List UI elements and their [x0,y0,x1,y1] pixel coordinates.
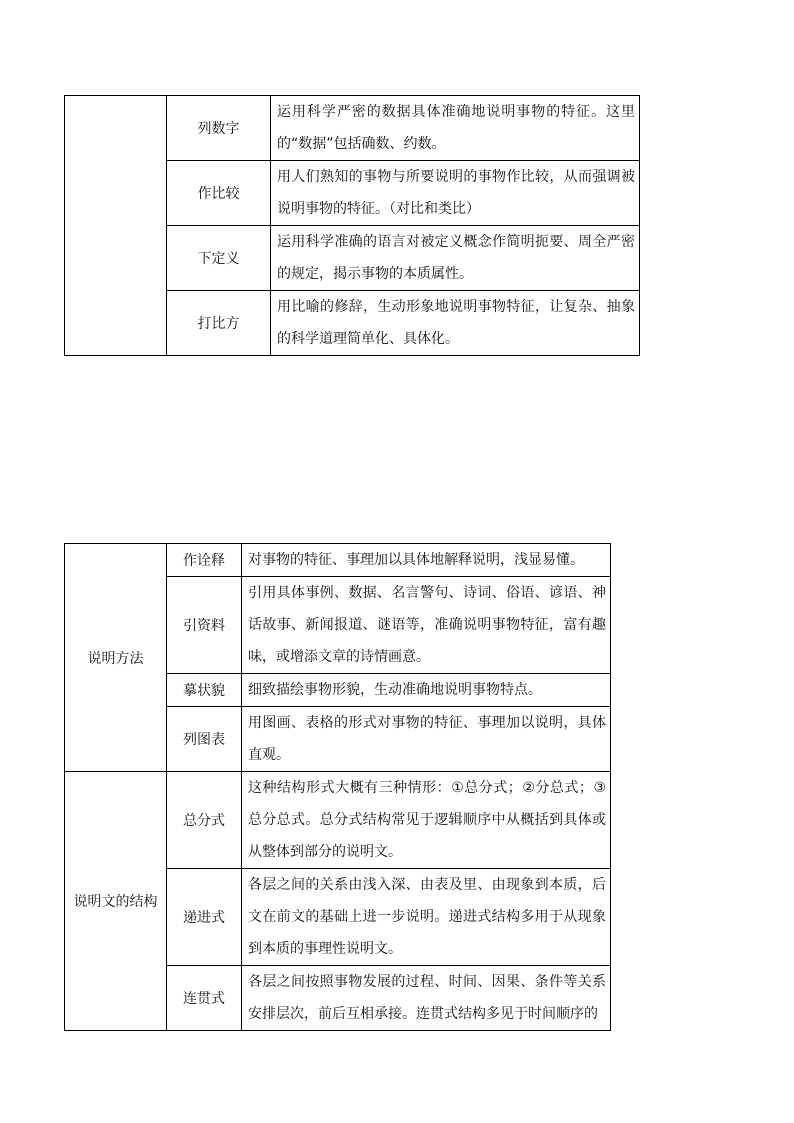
term-cell: 作比较 [167,161,271,226]
term-cell: 引资料 [167,577,242,674]
description-cell: 运用科学严密的数据具体准确地说明事物的特征。这里的“数据”包括确数、约数。 [271,96,640,161]
description-cell: 引用具体事例、数据、名言警句、诗词、俗语、谚语、神话故事、新闻报道、谜语等，准确说明事物特征，富有趣味，或增添文章的诗情画意。 [242,577,611,674]
table-row [65,96,640,161]
description-cell: 细致描绘事物形貌，生动准确地说明事物特点。 [242,674,611,707]
table-row [65,772,611,869]
methods-table-continued [64,95,640,356]
term-cell: 作诠释 [167,544,242,577]
term-cell: 下定义 [167,226,271,291]
description-cell: 运用科学准确的语言对被定义概念作简明扼要、周全严密的规定，揭示事物的本质属性。 [271,226,640,291]
term-cell: 列图表 [167,707,242,772]
methods-structure-table [64,543,611,1031]
table-row [65,544,611,577]
description-cell: 用图画、表格的形式对事物的特征、事理加以说明，具体直观。 [242,707,611,772]
description-cell: 对事物的特征、事理加以具体地解释说明，浅显易懂。 [242,544,611,577]
description-cell: 用人们熟知的事物与所要说明的事物作比较，从而强调被说明事物的特征。（对比和类比） [271,161,640,226]
term-cell: 打比方 [167,291,271,356]
term-cell: 列数字 [167,96,271,161]
description-cell: 用比喻的修辞，生动形象地说明事物特征，让复杂、抽象的科学道理简单化、具体化。 [271,291,640,356]
group-cell-structure: 说明文的结构 [65,772,167,1031]
description-cell: 各层之间按照事物发展的过程、时间、因果、条件等关系安排层次，前后互相承接。连贯式结构多见于时间顺序的 [242,966,611,1031]
group-cell [65,96,167,356]
group-cell-methods: 说明方法 [65,544,167,772]
term-cell: 递进式 [167,869,242,966]
term-cell: 摹状貌 [167,674,242,707]
description-cell: 各层之间的关系由浅入深、由表及里、由现象到本质，后文在前文的基础上进一步说明。递进式结构多用于从现象到本质的事理性说明文。 [242,869,611,966]
term-cell: 总分式 [167,772,242,869]
term-cell: 连贯式 [167,966,242,1031]
description-cell: 这种结构形式大概有三种情形：①总分式；②分总式；③总分总式。总分式结构常见于逻辑顺序中从概括到具体或从整体到部分的说明文。 [242,772,611,869]
